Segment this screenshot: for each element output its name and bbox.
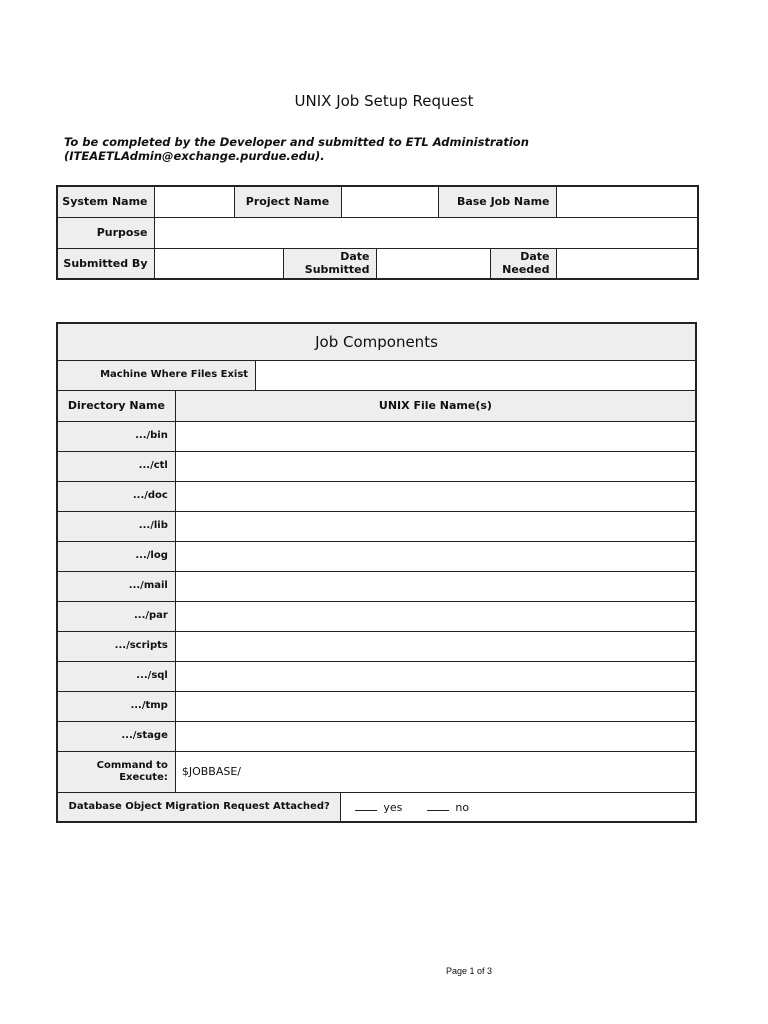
purpose-label: Purpose — [57, 217, 154, 248]
stage-files-field[interactable] — [175, 721, 696, 751]
par-files-field[interactable] — [175, 601, 696, 631]
date-submitted-label: Date Submitted — [283, 248, 376, 279]
mail-files-field[interactable] — [175, 571, 696, 601]
directory-log-label: .../log — [57, 541, 175, 571]
yes-blank[interactable] — [355, 800, 377, 811]
base-job-name-label: Base Job Name — [438, 186, 556, 217]
sql-files-field[interactable] — [175, 661, 696, 691]
purpose-field[interactable] — [154, 217, 698, 248]
project-name-label: Project Name — [234, 186, 341, 217]
instructions — [64, 135, 684, 163]
submitted-by-label: Submitted By — [57, 248, 154, 279]
project-name-field[interactable] — [341, 186, 438, 217]
no-blank[interactable] — [427, 800, 449, 811]
table-row — [57, 571, 696, 601]
job-components-table — [56, 322, 697, 823]
table-row — [57, 451, 696, 481]
bin-files-field[interactable] — [175, 421, 696, 451]
scripts-files-field[interactable] — [175, 631, 696, 661]
table-row — [57, 421, 696, 451]
table-row — [57, 691, 696, 721]
table-row — [57, 511, 696, 541]
job-components-title: Job Components — [57, 323, 696, 360]
doc-files-field[interactable] — [175, 481, 696, 511]
instructions-line-2: (ITEAETLAdmin@exchange.purdue.edu). — [64, 149, 325, 163]
table-row — [57, 481, 696, 511]
lib-files-field[interactable] — [175, 511, 696, 541]
base-job-name-field[interactable] — [556, 186, 698, 217]
table-row — [57, 661, 696, 691]
no-label: no — [455, 800, 470, 814]
page-number: Page 1 of 3 — [445, 966, 493, 976]
directory-doc-label: .../doc — [57, 481, 175, 511]
table-row — [57, 721, 696, 751]
command-to-execute-field[interactable]: $JOBBASE/ — [175, 751, 696, 792]
instructions-line-1: To be completed by the Developer and submitted to ETL Administration — [64, 135, 529, 149]
date-needed-label: Date Needed — [490, 248, 556, 279]
system-name-field[interactable] — [154, 186, 234, 217]
yes-label: yes — [383, 800, 403, 814]
directory-scripts-label: .../scripts — [57, 631, 175, 661]
page-title: UNIX Job Setup Request — [294, 92, 474, 110]
table-row — [57, 541, 696, 571]
table-row — [57, 631, 696, 661]
unix-file-names-header: UNIX File Name(s) — [175, 390, 696, 421]
directory-lib-label: .../lib — [57, 511, 175, 541]
directory-mail-label: .../mail — [57, 571, 175, 601]
directory-tmp-label: .../tmp — [57, 691, 175, 721]
directory-sql-label: .../sql — [57, 661, 175, 691]
tmp-files-field[interactable] — [175, 691, 696, 721]
date-submitted-field[interactable] — [376, 248, 490, 279]
directory-name-header: Directory Name — [57, 390, 175, 421]
directory-stage-label: .../stage — [57, 721, 175, 751]
log-files-field[interactable] — [175, 541, 696, 571]
system-name-label: System Name — [57, 186, 154, 217]
directory-ctl-label: .../ctl — [57, 451, 175, 481]
table-row — [57, 601, 696, 631]
db-migration-answer — [341, 792, 696, 822]
directory-bin-label: .../bin — [57, 421, 175, 451]
ctl-files-field[interactable] — [175, 451, 696, 481]
command-to-execute-label: Command to Execute: — [57, 751, 175, 792]
date-needed-field[interactable] — [556, 248, 698, 279]
machine-label: Machine Where Files Exist — [57, 360, 256, 390]
db-migration-label: Database Object Migration Request Attached? — [57, 792, 341, 822]
submitted-by-field[interactable] — [154, 248, 283, 279]
machine-field[interactable] — [256, 360, 696, 390]
directory-par-label: .../par — [57, 601, 175, 631]
request-header-form — [56, 185, 699, 280]
